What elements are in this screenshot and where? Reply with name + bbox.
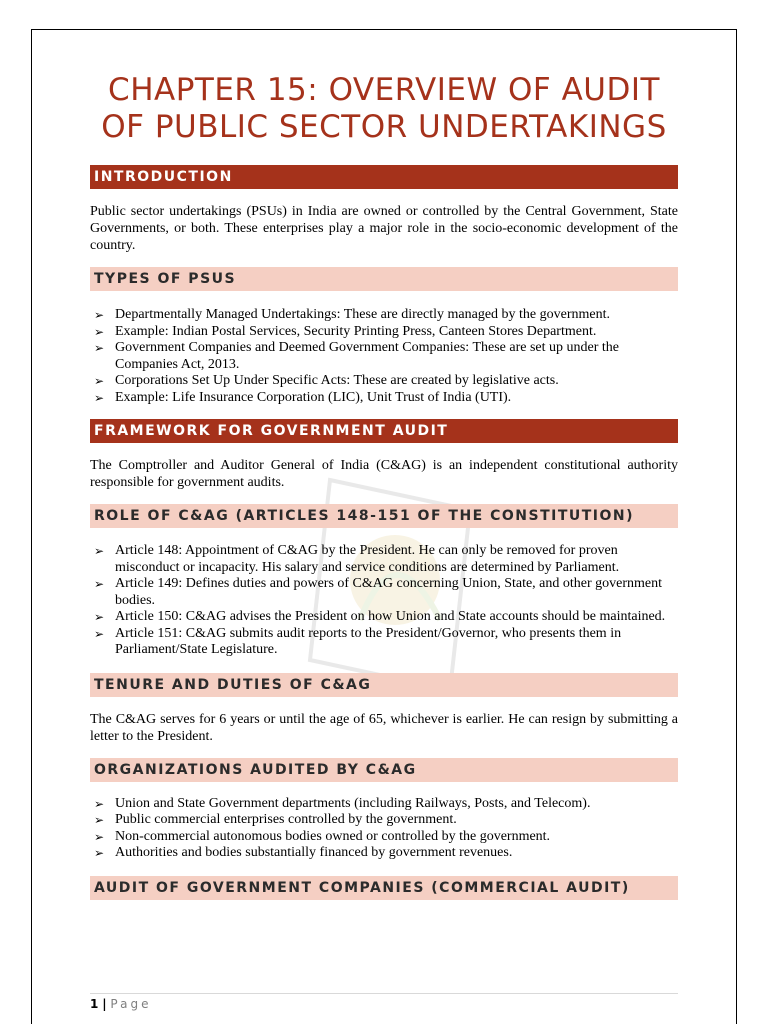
page-label: Page xyxy=(110,997,152,1011)
list-item: ➢ Article 150: C&AG advises the President on how Union and State accounts should be maintained. xyxy=(94,609,666,624)
tenure-paragraph: The C&AG serves for 6 years or until the age of 65, whichever is earlier. He can resign by submitting a letter to the President. xyxy=(90,711,678,744)
arrow-bullet-icon: ➢ xyxy=(94,324,105,339)
arrow-bullet-icon: ➢ xyxy=(94,846,105,860)
organizations-list xyxy=(90,796,678,862)
section-heading-introduction: INTRODUCTION xyxy=(90,165,678,189)
arrow-bullet-icon: ➢ xyxy=(94,374,105,388)
arrow-bullet-icon: ➢ xyxy=(94,577,105,591)
list-item: ➢ Departmentally Managed Undertakings: These are directly managed by the government. xyxy=(94,307,611,322)
document-content xyxy=(90,72,678,900)
arrow-bullet-icon: ➢ xyxy=(94,544,105,558)
arrow-bullet-icon: ➢ xyxy=(94,813,105,827)
section-heading-framework: FRAMEWORK FOR GOVERNMENT AUDIT xyxy=(90,419,678,443)
list-item: ➢ Union and State Government departments (including Railways, Posts, and Telecom). xyxy=(94,795,591,811)
list-item: ➢ Article 148: Appointment of C&AG by the President. He can only be removed for proven misconduct or incapacity. His salary and service conditions are determined by Parliament. xyxy=(94,543,620,575)
arrow-bullet-icon: ➢ xyxy=(94,610,105,624)
framework-paragraph: The Comptroller and Auditor General of India (C&AG) is an independent constitutional authority responsible for government audits. xyxy=(90,458,678,490)
section-heading-organizations: ORGANIZATIONS AUDITED BY C&AG xyxy=(90,758,678,782)
list-item: ➢ Non-commercial autonomous bodies owned or controlled by the government. xyxy=(94,828,551,844)
introduction-paragraph: Public sector undertakings (PSUs) in India are owned or controlled by the Central Government, State Governments, or both. These enterprises play a major role in the socio-economic development of the country. xyxy=(90,204,678,253)
list-item: ➢ Corporations Set Up Under Specific Acts: These are created by legislative acts. xyxy=(94,373,559,388)
section-heading-types: TYPES OF PSUS xyxy=(90,267,678,291)
section-heading-tenure: TENURE AND DUTIES OF C&AG xyxy=(90,673,678,697)
list-item: ➢ Example: Indian Postal Services, Security Printing Press, Canteen Stores Department. xyxy=(94,323,597,339)
list-item: ➢ Public commercial enterprises controlled by the government. xyxy=(94,812,457,827)
arrow-bullet-icon: ➢ xyxy=(94,626,105,641)
list-item: ➢ Government Companies and Deemed Government Companies: These are set up under the Companies Act, 2013. xyxy=(94,340,619,372)
page-footer xyxy=(90,993,678,1012)
arrow-bullet-icon: ➢ xyxy=(94,308,105,322)
arrow-bullet-icon: ➢ xyxy=(94,796,105,811)
arrow-bullet-icon: ➢ xyxy=(94,829,105,844)
arrow-bullet-icon: ➢ xyxy=(94,390,105,405)
section-heading-role: ROLE OF C&AG (ARTICLES 148-151 OF THE CONSTITUTION) xyxy=(90,504,678,528)
arrow-bullet-icon: ➢ xyxy=(94,341,105,355)
list-item: ➢ Example: Life Insurance Corporation (LIC), Unit Trust of India (UTI). xyxy=(94,389,512,405)
section-heading-audit-companies: AUDIT OF GOVERNMENT COMPANIES (COMMERCIAL AUDIT) xyxy=(90,876,678,900)
chapter-title: CHAPTER 15: OVERVIEW OF AUDIT OF PUBLIC SECTOR UNDERTAKINGS xyxy=(101,72,667,145)
types-list xyxy=(90,307,678,406)
footer-separator: | xyxy=(102,997,107,1011)
list-item: ➢ Article 151: C&AG submits audit reports to the President/Governor, who presents them in Parliament/State Legislature. xyxy=(94,625,622,657)
list-item: ➢ Authorities and bodies substantially financed by government revenues. xyxy=(94,845,513,860)
page-number: 1 xyxy=(90,997,99,1011)
role-list xyxy=(90,543,678,659)
list-item: ➢ Article 149: Defines duties and powers of C&AG concerning Union, State, and other government bodies. xyxy=(94,576,663,608)
